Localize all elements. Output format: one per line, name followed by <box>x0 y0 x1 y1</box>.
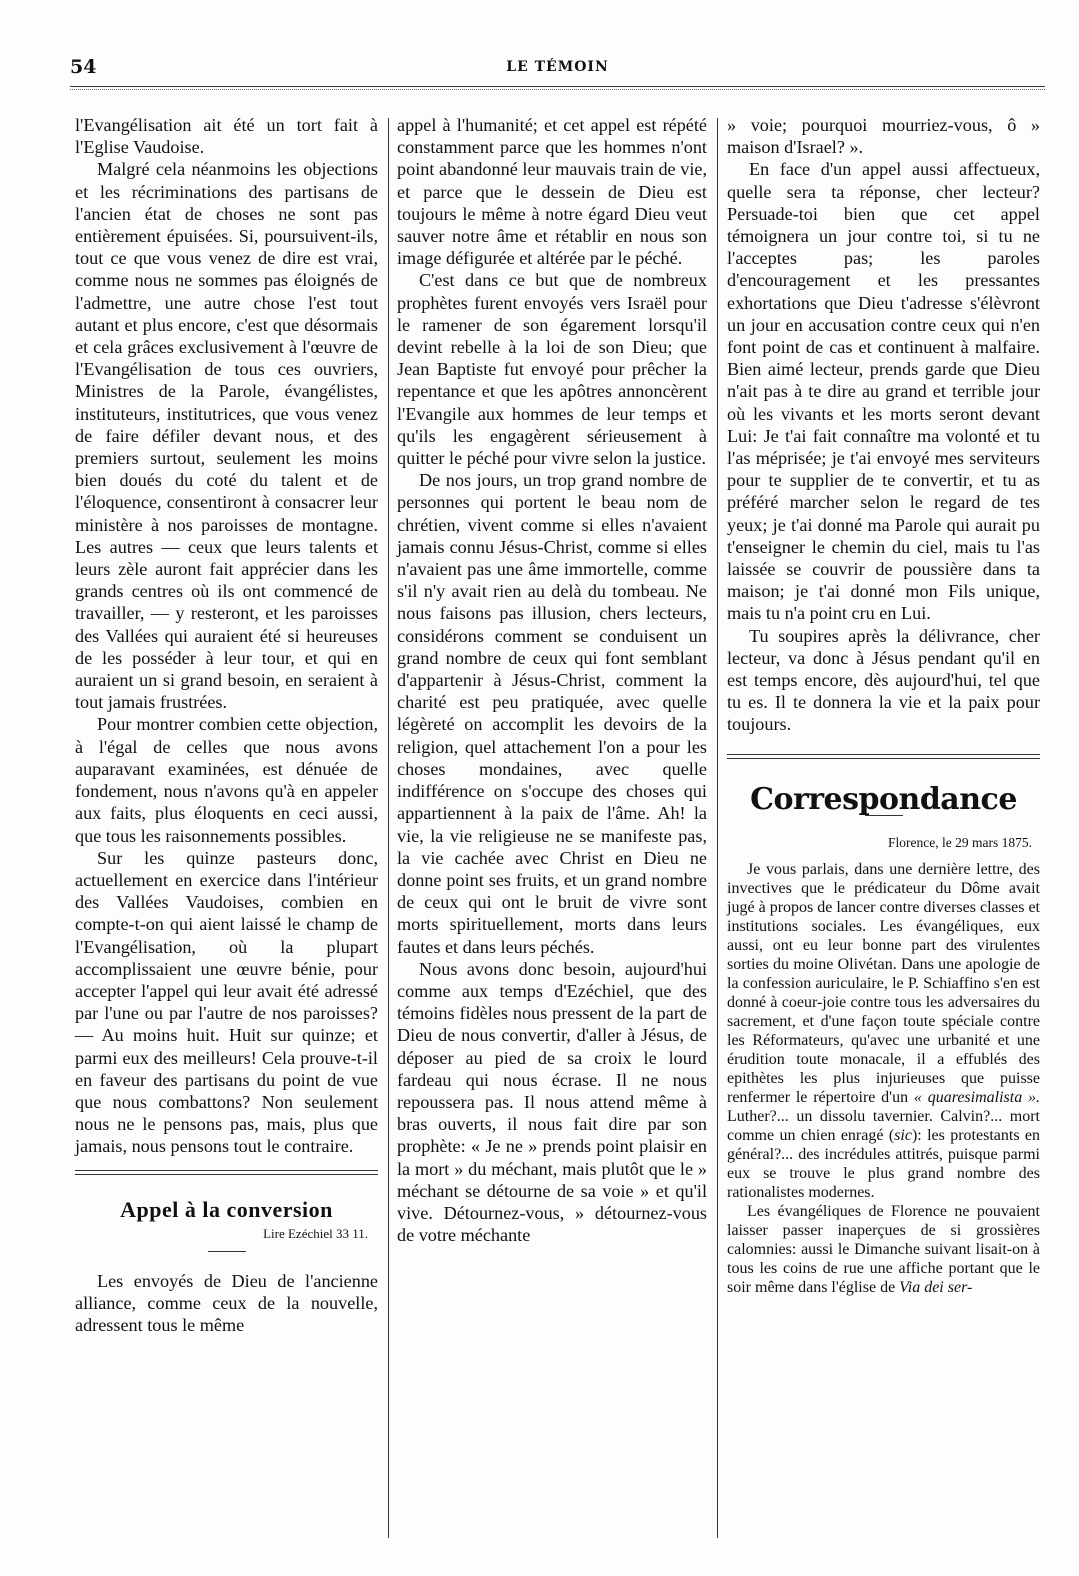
text-run: « quaresimalista ». <box>913 1089 1041 1107</box>
epigraph: Lire Ezéchiel 33 11. <box>263 1225 368 1241</box>
paragraph: appel à l'humanité; et cet appel est répété constamment parce que les hommes n'ont point abandonné leur mauvais train de vie, et parce que le dessein de Dieu est toujours le même à notre égard Dieu veut sauver notre âme et rétablir en nous son image défigurée et altérée par le péché. <box>397 115 707 269</box>
section-rule <box>75 1170 378 1171</box>
column-divider <box>717 118 718 1538</box>
text-run: ): les protestants en général?... des incrédules attitrés, puisque parmi eux se trouve le plus grand nombre des rationalistes modernes. <box>727 1127 1041 1202</box>
section-rule <box>727 754 1040 755</box>
article-heading: Appel à la conversion <box>120 1196 333 1222</box>
paragraph <box>727 860 1040 1202</box>
journal-title: LE TÉMOIN <box>506 59 609 75</box>
text-run: Les évangéliques de Florence ne pouvaient laisser passer inaperçues de si grossières calomnies: aussi le Dimanche suivant lisait-on à tous les coins de rue une affiche portant que le soir même dans l'église de <box>727 1203 1040 1297</box>
page-number: 54 <box>70 56 97 78</box>
text-run: Via dei ser- <box>899 1279 973 1297</box>
paragraph: En face d'un appel aussi affectueux, quelle sera ta réponse, cher lecteur? Persuade-toi bien que cet appel témoignera un jour contre toi, si tu ne l'acceptes pas; les paroles d'encouragement et les pressantes exhortations que Dieu t'adresse s'élèvront un jour en accusation contre ceux qui n'en font point de cas et continuent à malfaire. Bien aimé lecteur, prends garde que Dieu n'ait pas à te dire au grand et terrible jour où les vivants et les morts seront devant Lui: Je t'ai fait connaître ma volonté et tu l'as méprisée; je t'ai envoyé mes serviteurs pour te supplier de te convertir, et tu as préféré marcher selon le regard de tes yeux; je t'ai donné ma Parole qui aurait pu t'enseigner le chemin du ciel, mais tu l'as laissée se couvrir de poussière dans ta maison; je t'ai donné mon Fils unique, mais tu n'a point cru en Lui. <box>727 159 1040 624</box>
paragraph: Sur les quinze pasteurs donc, actuellement en exercice dans l'intérieur des Vallées Vaudoises, combien en compte-t-on qui aient laissé le champ de l'Evangélisation, où la plupart accomplissaient une œuvre bénie, pour accepter l'appel qui leur avait été adressé par l'une ou par l'autre de nos paroisses? — Au moins huit. Huit sur quinze; et parmi eux des meilleurs! Cela prouve-t-il en faveur des partisans du point de vue que nous combattons? Non seulement nous ne le pensons pas, mais, plus que jamais, nous pensons tout le contraire. <box>75 847 378 1157</box>
paragraph: Malgré cela néanmoins les objections et les récriminations des partisans de l'ancien état de choses ne sont pas entièrement épuisées. Si, poursuivent-ils, tout ce que vous venez de dire est vrai, comme nous ne sommes pas éloignés de l'admettre, une autre chose l'est tout autant et plus encore, c'est que désormais et cela grâces exclusivement à l'œuvre de l'Evangélisation de tous ces ouvriers, Ministres de la Parole, évangélistes, instituteurs, institutrices, que vous venez de faire défiler devant nous, et des premiers surtout, seulement les moins bien doués du coté du talent et de l'éloquence, consentiront à consacrer leur ministère à nos paroisses de montagne. Les autres — ceux que leurs talents et leurs zèle auront fait apprécier dans les grands centres où ils ont commencé de travailler, — y resteront, et les paroisses des Vallées qui auraient été si heureuses de les posséder à leur tour, et qui en auraient un si grand besoin, en seraient à tout jamais frustrées. <box>75 159 378 713</box>
column-1 <box>75 114 378 1337</box>
paragraph: De nos jours, un trop grand nombre de personnes qui portent le beau nom de chrétien, vivent comme si elles n'avaient jamais connu Jésus-Christ, comme si elles n'avaient pas une âme immortelle, comme s'il n'y avait rien au delà du tombeau. Ne nous faisons pas illusion, chers lecteurs, considérons comment se conduisent un grand nombre de ceux qui font semblant d'appartenir à Jésus-Christ, comment la charité est peu pratiquée, avec quelle légèreté on accomplit les devoirs de la religion, quel attachement l'on a pour les choses mondaines, avec quelle indifférence on s'occupe des choses qui appartiennent à la paix de l'âme. Ah! la vie, la vie religieuse ne se manifeste pas, la vie cachée avec Christ en Dieu ne donne point ses fruits, et un grand nombre de ceux qui ont le bruit de vivre sont morts spirituellement, morts dans leurs fautes et dans leurs péchés. <box>397 470 707 957</box>
paragraph: C'est dans ce but que de nombreux prophètes furent envoyés vers Israël pour le ramener de son égarement lorsqu'il devint rebelle à la loi de son Dieu; que Jean Baptiste fut envoyé pour prêcher la repentance et que les apôtres annoncèrent l'Evangile aux hommes de leur temps et qu'ils les engagèrent sérieusement à quitter le péché pour vivre selon la justice. <box>397 270 707 469</box>
section-heading: Correspondance <box>750 781 1017 817</box>
dateline: Florence, le 29 mars 1875. <box>888 834 1032 850</box>
paragraph: Pour montrer combien cette objection, à l'égal de celles que nous avons auparavant examinées, est dénuée de fondement, nous n'avons qu'à en appeler aux faits, plus éloquents en ceci aussi, que tous les raisonnements possibles. <box>75 714 378 846</box>
section-rule <box>727 758 1040 759</box>
paragraph: Nous avons donc besoin, aujourd'hui comme aux temps d'Ezéchiel, que des témoins fidèles nous pressent de la part de Dieu de nous convertir, d'aller à Jésus, de déposer au pied de sa croix le lourd fardeau qui nous écrase. Il ne nous repoussera pas. Il nous attend même à bras ouverts, il nous fait dire par son prophète: « Je ne » prends point plaisir en la mort » du méchant, mais plutôt que le » méchant se détourne de sa voie » et qu'il vive. Détournez-vous, » détournez-vous de votre méchante <box>397 958 707 1246</box>
paragraph <box>727 1202 1040 1297</box>
correspondence-text <box>727 860 1040 1297</box>
text-run: Je vous parlais, dans une dernière lettre, des invectives que le prédicateur du Dôme avait jugé à propos de lancer contre diverses classes et institutions sociales. Les évangéliques, eux aussi, ont eu leur bonne part des virulentes sorties du moine Olivétan. Dans une apologie de la confession auriculaire, le P. Schiaffino s'en est donné à coeur-joie contre tous les adversaires du sacrement, et d'une façon toute spéciale contre les Réformateurs, qu'avec une urbanité et une érudition toute monacale, il a effublés des epithètes les plus injurieuses que puisse renfermer le répertoire d'un <box>727 861 1040 1107</box>
column-3 <box>727 114 1040 1297</box>
page-header <box>70 56 1045 84</box>
text-run: Luther?... un dissolu tavernier. Calvin?... mort comme un chien enragé ( <box>727 1108 1040 1145</box>
heading-rule <box>208 1251 246 1252</box>
column-2 <box>397 114 707 1246</box>
header-rule <box>70 86 1045 90</box>
section-rule <box>75 1174 378 1175</box>
paragraph: » voie; pourquoi mourriez-vous, ô » maison d'Israel? ». <box>727 115 1040 158</box>
column-divider <box>388 118 389 1538</box>
paragraph: l'Evangélisation ait été un tort fait à l'Eglise Vaudoise. <box>75 115 378 158</box>
paragraph: Tu soupires après la délivrance, cher lecteur, va donc à Jésus pendant qu'il en est temps encore, dès aujourd'hui, tel que tu es. Il te donnera la vie et la paix pour toujours. <box>727 625 1040 735</box>
paragraph: Les envoyés de Dieu de l'ancienne alliance, comme ceux de la nouvelle, adressent tous le même <box>75 1270 378 1336</box>
text-run: sic <box>894 1127 912 1145</box>
